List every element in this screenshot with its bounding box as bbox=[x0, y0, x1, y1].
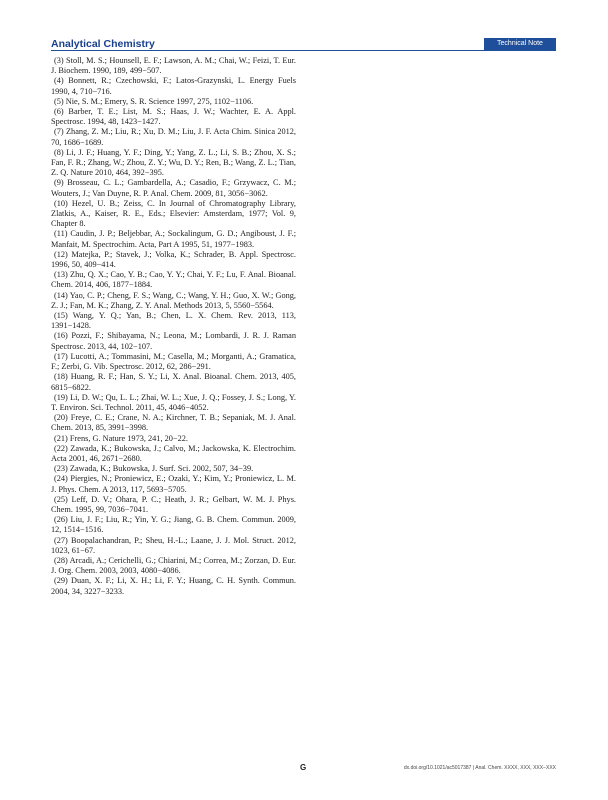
reference-item: (9) Brosseau, C. L.; Gambardella, A.; Casadio, F.; Grzywacz, C. M.; Wouters, J.; Van Duyne, R. P. Anal. Chem. 2009, 81, 3056−3062. bbox=[51, 178, 296, 198]
reference-item: (12) Matejka, P.; Stavek, J.; Volka, K.; Schrader, B. Appl. Spectrosc. 1996, 50, 409−414. bbox=[51, 249, 296, 270]
doi-footer: dx.doi.org/10.1021/ac5017387 | Anal. Chem. XXXX, XXX, XXX−XXX bbox=[403, 765, 556, 771]
reference-item: (28) Arcadi, A.; Cerichelli, G.; Chiarini, M.; Correa, M.; Zorzan, D. Eur. J. Org. Chem. 2003, 2003, 4080−4086. bbox=[51, 555, 296, 576]
reference-item: (22) Zawada, K.; Bukowska, J.; Calvo, M.; Jackowska, K. Electrochim. Acta 2001, 46, 2671−2680. bbox=[51, 443, 296, 463]
reference-item: (27) Boopalachandran, P.; Sheu, H.-L.; Laane, J. J. Mol. Struct. 2012, 1023, 61−67. bbox=[51, 535, 296, 555]
reference-item: (4) Bonnett, R.; Czechowski, F.; Latos-Grazynski, L. Energy Fuels 1990, 4, 710−716. bbox=[51, 76, 296, 96]
reference-item: (13) Zhu, Q. X.; Cao, Y. B.; Cao, Y. Y.; Chai, Y. F.; Lu, F. Anal. Bioanal. Chem. 2014, 406, 1877−1884. bbox=[51, 270, 296, 290]
reference-item: (10) Hezel, U. B.; Zeiss, C. In Journal of Chromatography Library, Zlatkis, A., Kaiser, R. E., Eds.; Elsevier: Amsterdam, 1977; Vol. 9, Chapter 8. bbox=[51, 198, 296, 229]
reference-item: (8) Li, J. F.; Huang, Y. F.; Ding, Y.; Yang, Z. L.; Li, S. B.; Zhou, X. S.; Fan, F. R.; Zhang, W.; Zhou, Z. Y.; Wu, D. Y.; Ren, B.; Wang, Z. L.; Tian, Z. Q. Nature 2010, 464, 392−395. bbox=[51, 147, 296, 178]
journal-title: Analytical Chemistry bbox=[51, 38, 155, 50]
header-rule bbox=[51, 50, 556, 51]
reference-item: (6) Barber, T. E.; List, M. S.; Haas, J. W.; Wachter, E. A. Appl. Spectrosc. 1994, 48, 1423−1427. bbox=[51, 107, 296, 127]
reference-item: (17) Lucotti, A.; Tommasini, M.; Casella, M.; Morganti, A.; Gramatica, F.; Zerbi, G. Vib. Spectrosc. 2012, 62, 286−291. bbox=[51, 351, 296, 372]
reference-item: (29) Duan, X. F.; Li, X. H.; Li, F. Y.; Huang, C. H. Synth. Commun. 2004, 34, 3227−3233. bbox=[51, 576, 296, 596]
reference-item: (26) Liu, J. F.; Liu, R.; Yin, Y. G.; Jiang, G. B. Chem. Commun. 2009, 12, 1514−1516. bbox=[51, 515, 296, 535]
reference-item: (5) Nie, S. M.; Emery, S. R. Science 1997, 275, 1102−1106. bbox=[54, 96, 254, 106]
reference-list bbox=[51, 56, 296, 597]
reference-item: (25) Leff, D. V.; Ohara, P. C.; Heath, J. R.; Gelbart, W. M. J. Phys. Chem. 1995, 99, 7036−7041. bbox=[51, 494, 296, 514]
reference-item: (18) Huang, R. F.; Han, S. Y.; Li, X. Anal. Bioanal. Chem. 2013, 405, 6815−6822. bbox=[51, 372, 296, 392]
reference-item: (24) Piergies, N.; Proniewicz, E.; Ozaki, Y.; Kim, Y.; Proniewicz, L. M. J. Phys. Chem. A 2013, 117, 5693−5705. bbox=[51, 474, 296, 494]
reference-item: (19) Li, D. W.; Qu, L. L.; Zhai, W. L.; Xue, J. Q.; Fossey, J. S.; Long, Y. T. Environ. Sci. Technol. 2011, 45, 4046−4052. bbox=[51, 392, 296, 412]
reference-item: (20) Freye, C. E.; Crane, N. A.; Kirchner, T. B.; Sepaniak, M. J. Anal. Chem. 2013, 85, 3991−3998. bbox=[51, 413, 296, 433]
reference-item: (23) Zawada, K.; Bukowska, J. Surf. Sci. 2002, 507, 34−39. bbox=[54, 464, 254, 474]
reference-item: (14) Yao, C. P.; Cheng, F. S.; Wang, C.; Wang, Y. H.; Guo, X. W.; Gong, Z. J.; Fan, M. K.; Zhang, Z. Y. Anal. Methods 2013, 5, 5560−5564. bbox=[51, 290, 296, 310]
page-number: G bbox=[300, 763, 307, 772]
article-type-badge: Technical Note bbox=[484, 38, 556, 50]
reference-item: (3) Stoll, M. S.; Hounsell, E. F.; Lawson, A. M.; Chai, W.; Feizi, T. Eur. J. Biochem. 1990, 189, 499−507. bbox=[51, 56, 296, 76]
reference-item: (15) Wang, Y. Q.; Yan, B.; Chen, L. X. Chem. Rev. 2013, 113, 1391−1428. bbox=[51, 311, 296, 331]
reference-item: (11) Caudin, J. P.; Beljebbar, A.; Sockalingum, G. D.; Angiboust, J. F.; Manfait, M. Spectrochim. Acta, Part A 1995, 51, 1977−1983. bbox=[51, 229, 296, 249]
reference-item: (7) Zhang, Z. M.; Liu, R.; Xu, D. M.; Liu, J. F. Acta Chim. Sinica 2012, 70, 1686−1689. bbox=[51, 127, 296, 147]
reference-item: (16) Pozzi, F.; Shibayama, N.; Leona, M.; Lombardi, J. R. J. Raman Spectrosc. 2013, 44, 102−107. bbox=[51, 331, 296, 351]
reference-item: (21) Frens, G. Nature 1973, 241, 20−22. bbox=[54, 433, 188, 443]
